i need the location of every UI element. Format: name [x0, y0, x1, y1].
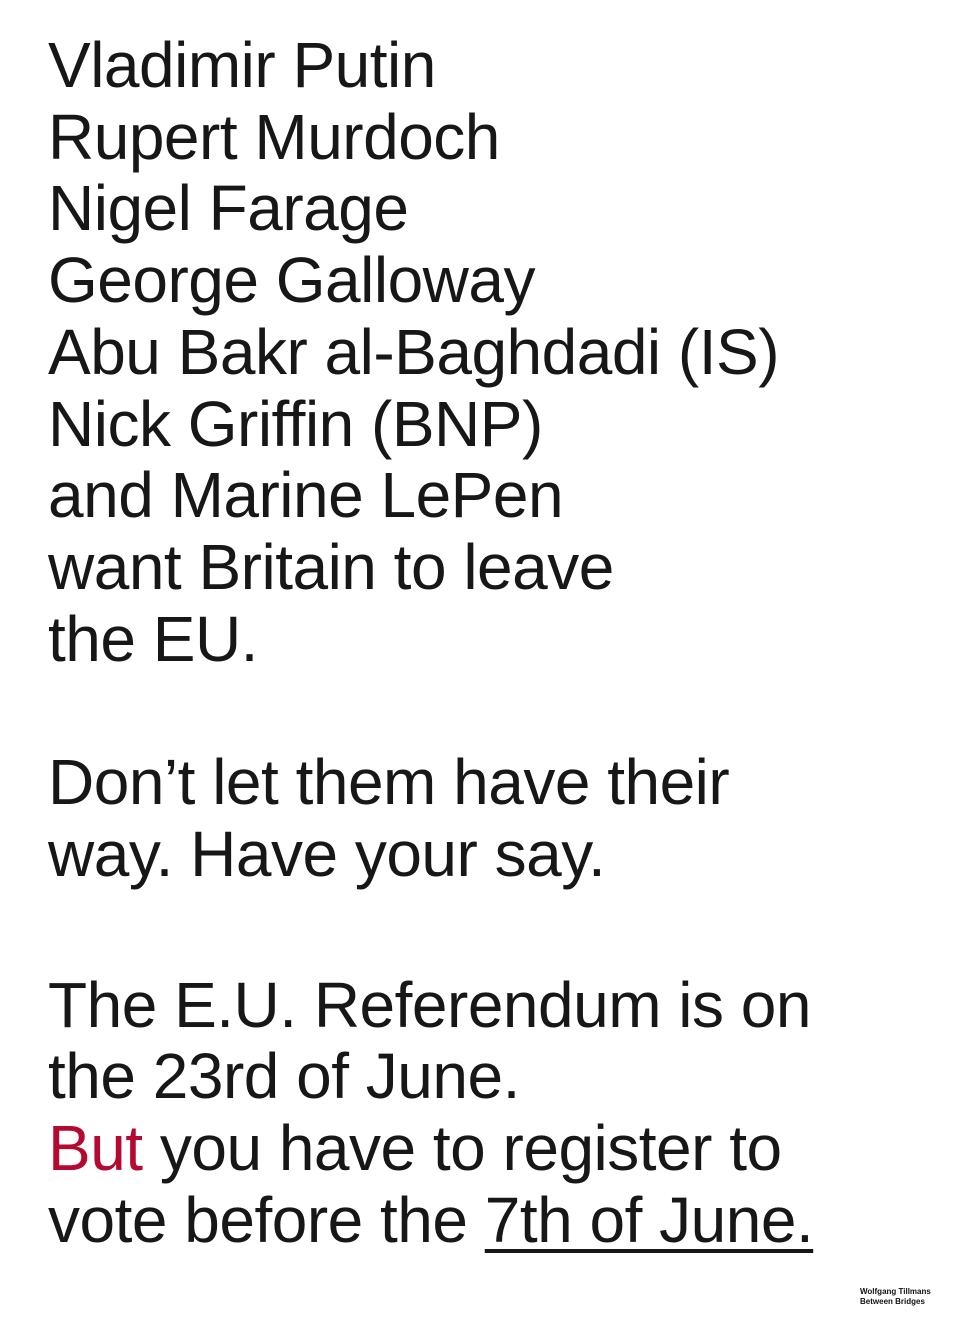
poster-line	[48, 1185, 960, 1257]
poster-line: The E.U. Referendum is on	[48, 968, 811, 1041]
red-highlight-word: But	[48, 1112, 143, 1185]
paragraph-referendum-info	[48, 970, 960, 1257]
poster-line: Abu Bakr al-Baghdadi (IS)	[48, 315, 779, 388]
poster-line: way. Have your say.	[48, 818, 606, 891]
poster-line: Vladimir Putin	[48, 29, 436, 101]
paragraph-have-your-say	[48, 747, 960, 890]
paragraph-leavers-list	[48, 30, 960, 675]
credit-organisation: Between Bridges	[860, 1297, 925, 1306]
poster-line: Rupert Murdoch	[48, 100, 500, 173]
credit-artist: Wolfgang Tillmans	[860, 1287, 931, 1296]
underlined-deadline-text: 7th of June.	[484, 1183, 814, 1256]
poster-line: the 23rd of June.	[48, 1040, 520, 1113]
poster-line: Don’t let them have their	[48, 746, 730, 819]
poster-line: want Britain to leave	[48, 530, 614, 603]
poster-line: Nick Griffin (BNP)	[48, 387, 543, 460]
poster-line: the EU.	[48, 602, 258, 675]
poster-line: and Marine LePen	[48, 459, 564, 532]
poster-line-rest: you have to register to	[142, 1112, 782, 1185]
credit-block	[860, 1287, 931, 1307]
poster-line: George Galloway	[48, 244, 535, 317]
poster-line: Nigel Farage	[48, 172, 409, 245]
poster-line-prefix: vote before the	[48, 1183, 485, 1256]
poster-line	[48, 1113, 960, 1185]
